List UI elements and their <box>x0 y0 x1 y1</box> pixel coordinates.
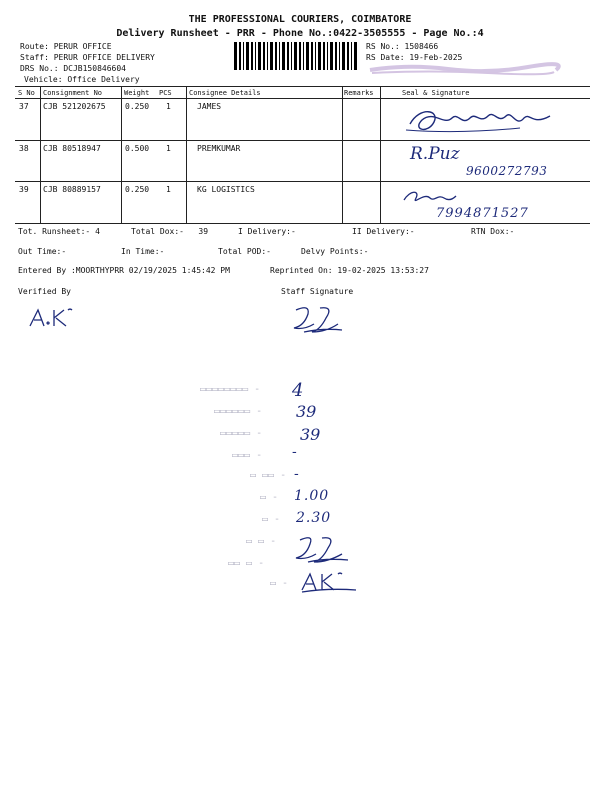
summary-verifier-icon <box>298 568 360 596</box>
row-divider <box>15 140 590 141</box>
col-header-consignment: Consignment No <box>43 89 103 97</box>
handwritten-dash: - <box>294 466 299 482</box>
barcode-bar <box>347 42 349 70</box>
barcode-bar <box>243 42 244 70</box>
barcode-bar <box>354 42 357 70</box>
row-weight: 0.250 <box>125 102 150 111</box>
stamp-mark-icon <box>368 58 558 78</box>
in-time: In Time:- <box>121 247 165 256</box>
faint-label-line: ▭ - <box>262 514 281 525</box>
handwritten-phone: 9600272793 <box>466 164 548 178</box>
vehicle-label: Vehicle: Office Delivery <box>24 75 140 84</box>
col-header-consignee: Consignee Details <box>189 89 261 97</box>
col-header-remarks: Remarks <box>344 89 374 97</box>
rs-number: RS No.: 1508466 <box>366 42 439 51</box>
summary-signature-icon <box>292 532 352 566</box>
reprinted-on: Reprinted On: 19-02-2025 13:53:27 <box>270 266 429 275</box>
total-pod: Total POD:- <box>218 247 271 256</box>
faint-label-line: ▭▭ ▭ - <box>228 558 265 569</box>
col-header-sno: S No <box>18 89 35 97</box>
barcode-bar <box>335 42 337 70</box>
row-sno: 37 <box>19 102 29 111</box>
signature-mark-icon <box>400 104 570 138</box>
document-title: THE PROFESSIONAL COURIERS, COIMBATORE <box>188 14 412 25</box>
route-label: Route: PERUR OFFICE <box>20 42 112 51</box>
table-top-line <box>15 86 590 87</box>
signature-mark-icon <box>400 186 460 208</box>
row-sno: 38 <box>19 144 29 153</box>
second-delivery: II Delivery:- <box>352 227 415 236</box>
barcode-bar <box>330 42 333 70</box>
barcode-bar <box>342 42 345 70</box>
barcode-bar <box>239 42 241 70</box>
barcode-bar <box>263 42 265 70</box>
barcode-bar <box>270 42 273 70</box>
barcode-bar <box>306 42 309 70</box>
barcode-bar <box>282 42 285 70</box>
handwritten-phone: 7994871527 <box>436 206 529 221</box>
faint-label-line: ▭▭▭▭▭▭ - <box>214 406 263 417</box>
rs-date: RS Date: 19-Feb-2025 <box>366 53 463 62</box>
barcode-bar <box>291 42 292 70</box>
barcode-bar <box>311 42 313 70</box>
col-divider <box>380 86 381 223</box>
drs-number: DRS No.: DCJB150846604 <box>20 64 126 73</box>
row-weight: 0.250 <box>125 185 150 194</box>
staff-label: Staff: PERUR OFFICE DELIVERY <box>20 53 155 62</box>
row-pcs: 1 <box>166 144 171 153</box>
table-header-line <box>15 98 590 99</box>
barcode-bar <box>279 42 280 70</box>
handwritten-delivered: 39 <box>300 425 321 444</box>
total-dox: Total Dox:- 39 <box>131 227 209 236</box>
staff-signature-label: Staff Signature <box>281 287 354 296</box>
row-consignment: CJB 80889157 <box>43 185 101 194</box>
faint-label-line: ▭▭▭▭▭▭▭▭ - <box>200 384 261 395</box>
barcode-bar <box>287 42 289 70</box>
barcode-bar <box>327 42 328 70</box>
barcode-bar <box>246 42 249 70</box>
table-bottom-line <box>15 223 590 224</box>
row-sno: 39 <box>19 185 29 194</box>
return-dox: RTN Dox:- <box>471 227 515 236</box>
row-divider <box>15 181 590 182</box>
barcode-bar <box>315 42 316 70</box>
staff-signature-icon <box>290 302 350 336</box>
barcode-bar <box>318 42 321 70</box>
col-header-weight: Weight <box>124 89 150 97</box>
handwritten-total-runsheet: 4 <box>292 380 304 401</box>
handwritten-in-time: 2.30 <box>296 510 332 526</box>
barcode-bar <box>234 42 237 70</box>
row-weight: 0.500 <box>125 144 150 153</box>
handwritten-dash: - <box>292 444 297 460</box>
faint-label-line: ▭▭▭ - <box>232 450 263 461</box>
handwritten-total-dox: 39 <box>296 402 317 421</box>
barcode-bar <box>258 42 261 70</box>
col-header-seal-signature: Seal & Signature <box>402 89 470 97</box>
row-consignee: JAMES <box>197 102 222 111</box>
barcode-bar <box>294 42 297 70</box>
row-pcs: 1 <box>166 102 171 111</box>
handwritten-out-time: 1.00 <box>294 488 330 504</box>
barcode-bar <box>255 42 256 70</box>
row-consignment: CJB 521202675 <box>43 102 106 111</box>
out-time: Out Time:- <box>18 247 67 256</box>
barcode-bar <box>339 42 340 70</box>
faint-label-line: ▭▭▭▭▭ - <box>220 428 263 439</box>
row-pcs: 1 <box>166 185 171 194</box>
faint-label-line: ▭ ▭▭ - <box>250 470 287 481</box>
total-runsheet: Tot. Runsheet:- 4 <box>18 227 100 236</box>
barcode-bar <box>267 42 268 70</box>
verified-by-label: Verified By <box>18 287 71 296</box>
col-divider <box>40 86 41 223</box>
document-subtitle: Delivery Runsheet - PRR - Phone No.:0422-3505555 - Page No.:4 <box>116 28 484 39</box>
faint-label-line: ▭ - <box>260 492 279 503</box>
verifier-signature-icon <box>26 304 86 332</box>
faint-label-line: ▭ ▭ - <box>246 536 277 547</box>
first-delivery: I Delivery:- <box>238 227 296 236</box>
barcode-bar <box>303 42 304 70</box>
barcode-bar <box>299 42 301 70</box>
row-consignee: KG LOGISTICS <box>197 185 255 194</box>
barcode-bar <box>323 42 325 70</box>
col-divider <box>186 86 187 223</box>
barcode-bar <box>251 42 253 70</box>
entered-by: Entered By :MOORTHYPRR 02/19/2025 1:45:42 PM <box>18 266 230 275</box>
faint-label-line: ▭ - <box>270 578 289 589</box>
barcode <box>234 42 360 70</box>
handwritten-name: R.Puz <box>410 144 460 164</box>
barcode-bar <box>275 42 277 70</box>
row-consignment: CJB 80518947 <box>43 144 101 153</box>
delivery-points: Delvy Points:- <box>301 247 369 256</box>
barcode-bar <box>351 42 352 70</box>
col-divider <box>121 86 122 223</box>
col-divider <box>342 86 343 223</box>
row-consignee: PREMKUMAR <box>197 144 241 153</box>
col-header-pcs: PCS <box>159 89 172 97</box>
